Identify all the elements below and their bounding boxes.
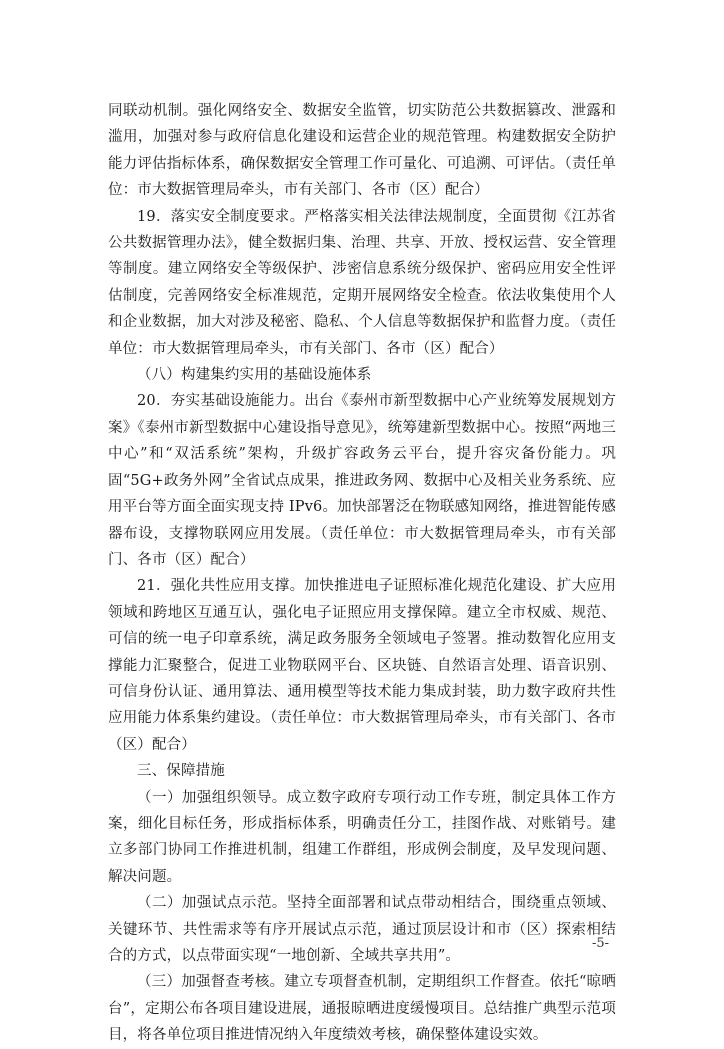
paragraph-continuation: 同联动机制。强化网络安全、数据安全监管，切实防范公共数据篡改、泄露和滥用，加强对参与政府信息化建设和运营企业的规范管理。构建数据安全防护能力评估指标体系，确保数据安全管理工作可量化、可追溯、可评估。（责任单位：市大数据管理局牵头，市有关部门、各市（区）配合） <box>108 103 616 199</box>
paragraph-safeguard-1: （一）加强组织领导。成立数字政府专项行动工作专班，制定具体工作方案，细化目标任务，形成指标体系，明确责任分工，挂图作战、对账销号。建立多部门协同工作推进机制，组建工作群组，形成例会制度，及早发现问题、解决问题。 <box>108 789 616 885</box>
paragraph-item-19: 19．落实安全制度要求。严格落实相关法律法规制度，全面贯彻《江苏省公共数据管理办法》，健全数据归集、治理、共享、开放、授权运营、安全管理等制度。建立网络安全等级保护、涉密信息系统分级保护、密码应用安全性评估制度，完善网络安全标准规范，定期开展网络安全检查。依法收集使用个人和企业数据，加大对涉及秘密、隐私、个人信息等数据保护和监督力度。（责任单位：市大数据管理局牵头，市有关部门、各市（区）配合） <box>108 208 616 357</box>
paragraph-item-20: 20．夯实基础设施能力。出台《泰州市新型数据中心产业统筹发展规划方案》《泰州市新型数据中心建设指导意见》，统筹建新型数据中心。按照“两地三中心”和“双活系统”架构，升级扩容政务云平台，提升容灾备份能力。巩固“5G+政务外网”全省试点成果，推进政务网、数据中心及相关业务系统、应用平台等方面全面实现支持 IPv6。加快部署泛在物联感知网络，推进智能传感器布设，支撑物联网应用发展。（责任单位：市大数据管理局牵头，市有关部门、各市（区）配合） <box>108 393 616 568</box>
document-body <box>108 98 616 1049</box>
paragraph-safeguard-2: （二）加强试点示范。坚持全面部署和试点带动相结合，围绕重点领域、关键环节、共性需求等有序开展试点示范，通过顶层设计和市（区）探索相结合的方式，以点带面实现“一地创新、全域共享共用”。 <box>108 895 616 964</box>
chapter-heading-safeguards: 三、保障措施 <box>137 763 225 780</box>
page-number: -5- <box>592 936 610 951</box>
paragraph-safeguard-3: （三）加强督查考核。建立专项督查机制，定期组织工作督查。依托“晾晒台”，定期公布各项目建设进展，通报晾晒进度缓慢项目。总结推广典型示范项目，将各单位项目推进情况纳入年度绩效考核，确保整体建设实效。 <box>108 974 616 1044</box>
paragraph-item-21: 21．强化共性应用支撑。加快推进电子证照标准化规范化建设、扩大应用领域和跨地区互通互认，强化电子证照应用支撑保障。建立全市权威、规范、可信的统一电子印章系统，满足政务服务全领域电子签署。推动数智化应用支撑能力汇聚整合，促进工业物联网平台、区块链、自然语言处理、语音识别、可信身份认证、通用算法、通用模型等技术能力集成封装，助力数字政府共性应用能力体系集约建设。（责任单位：市大数据管理局牵头，市有关部门、各市（区）配合） <box>108 578 616 753</box>
section-heading-8: （八）构建集约实用的基础设施体系 <box>137 367 372 384</box>
